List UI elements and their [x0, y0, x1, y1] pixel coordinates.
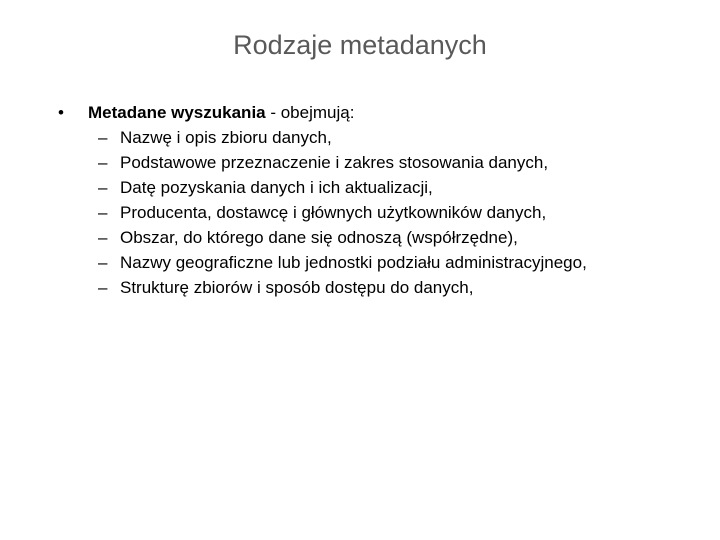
sub-bullet-item — [58, 175, 708, 200]
sub-bullet-text: Obszar, do którego dane się odnoszą (współrzędne), — [120, 228, 518, 247]
bullet-strong-text: Metadane wyszukania — [88, 103, 266, 122]
sub-bullet-text: Datę pozyskania danych i ich aktualizacji, — [120, 178, 433, 197]
dash-marker: – — [98, 228, 108, 247]
dash-marker: – — [98, 253, 108, 272]
dash-marker: – — [98, 128, 108, 147]
sub-bullet-text: Podstawowe przeznaczenie i zakres stosowania danych, — [120, 153, 549, 172]
sub-bullet-text: Producenta, dostawcę i głównych użytkowników danych, — [120, 203, 547, 222]
sub-bullet-item — [58, 275, 708, 300]
sub-bullet-item — [58, 200, 708, 225]
dash-marker: – — [98, 153, 108, 172]
slide-title: Rodzaje metadanych — [233, 30, 487, 60]
sub-bullet-text: Nazwy geograficzne lub jednostki podziału administracyjnego, — [120, 253, 587, 272]
sub-bullet-list — [58, 125, 708, 300]
bullet-text — [88, 100, 354, 125]
sub-bullet-text: Nazwę i opis zbioru danych, — [120, 128, 332, 147]
slide-content — [58, 100, 708, 300]
sub-bullet-text: Strukturę zbiorów i sposób dostępu do danych, — [120, 278, 474, 297]
sub-bullet-item — [58, 225, 708, 250]
sub-bullet-item — [58, 125, 708, 150]
bullet-rest-text: - obejmują: — [265, 103, 355, 122]
sub-bullet-item — [58, 250, 708, 275]
sub-bullet-item — [58, 150, 708, 175]
main-bullet — [58, 100, 708, 125]
dash-marker: – — [98, 278, 108, 297]
bullet-marker: • — [58, 103, 64, 122]
dash-marker: – — [98, 178, 108, 197]
dash-marker: – — [98, 203, 108, 222]
